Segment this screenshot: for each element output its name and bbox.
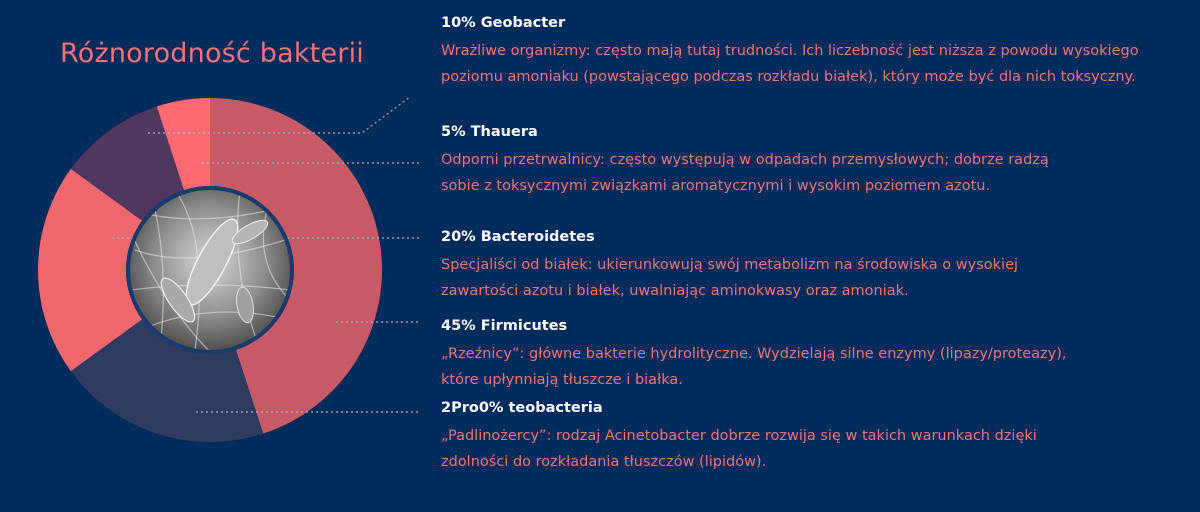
entry-description-line: Wrażliwe organizmy: często mają tutaj trudności. Ich liczebność jest niższa z powodu wysokiego (441, 43, 1139, 59)
entry-description-line: które upłynniają tłuszcze i białka. (441, 372, 683, 388)
legend-entry-thauera (441, 122, 1200, 199)
entry-description-line: poziomu amoniaku (powstającego podczas rozkładu białek), który może być dla nich toksyczny. (441, 69, 1136, 85)
entry-description (441, 252, 1200, 304)
entry-description (441, 423, 1200, 475)
entry-description (441, 147, 1200, 199)
entry-description-line: zdolności do rozkładania tłuszczów (lipidów). (441, 454, 767, 470)
entry-description-line: Specjaliści od białek: ukierunkowują swój metabolizm na środowiska o wysokiej (441, 257, 1019, 273)
entry-heading: 20% Bacteroidetes (441, 229, 595, 245)
entry-heading: 2Pro0% teobacteria (441, 400, 603, 416)
entry-heading: 10% Geobacter (441, 15, 566, 31)
legend-entry-geobacter (441, 13, 1200, 90)
entry-heading: 5% Thauera (441, 124, 538, 140)
legend-entry-firmicutes (441, 316, 1200, 393)
entry-description-line: Odporni przetrwalnicy: często występują w odpadach przemysłowych; dobrze radzą (441, 152, 1049, 168)
entry-description-line: sobie z toksycznymi związkami aromatycznymi i wysokim poziomem azotu. (441, 178, 991, 194)
entry-description-line: zawartości azotu i białek, uwalniając aminokwasy oraz amoniak. (441, 283, 909, 299)
entry-description-line: „Rzeźnicy”: główne bakterie hydrolityczne. Wydzielają silne enzymy (lipazy/proteazy), (441, 346, 1067, 362)
bacteria-microscopy-image (126, 186, 294, 354)
legend-entry-proteobacteria (441, 398, 1200, 475)
entry-description (441, 38, 1200, 90)
entry-description (441, 341, 1200, 393)
bacteria-donut-chart (0, 0, 420, 512)
entry-heading: 45% Firmicutes (441, 318, 568, 334)
entry-description-line: „Padlinożercy”: rodzaj Acinetobacter dobrze rozwija się w takich warunkach dzięki (441, 428, 1037, 444)
page-title: Różnorodność bakterii (60, 38, 364, 69)
legend-entry-bacteroidetes (441, 227, 1200, 304)
